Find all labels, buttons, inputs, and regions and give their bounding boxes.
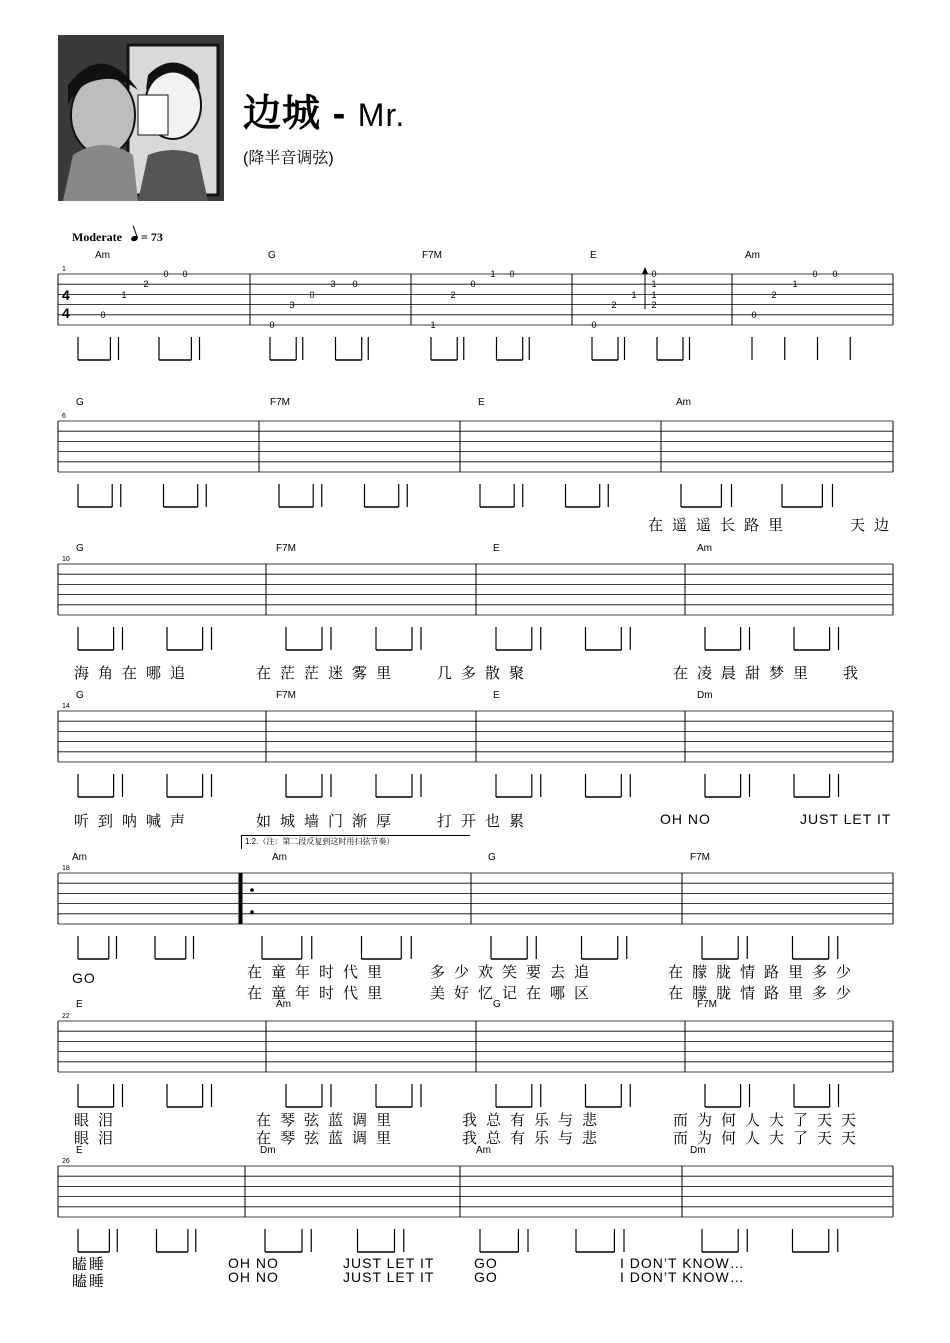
measure-number: 26 <box>62 1158 70 1165</box>
fret-number: 1 <box>490 269 496 279</box>
chord-name: F7M <box>697 999 717 1010</box>
repeat-dot <box>250 910 254 914</box>
lyric-line: 如城墙门渐厚 <box>256 813 401 830</box>
measure-number: 10 <box>62 556 70 563</box>
strum-arrow-head <box>642 267 648 274</box>
chord-name: G <box>76 690 84 701</box>
fret-number: 2 <box>611 300 617 310</box>
chord-name: G <box>488 852 496 863</box>
chord-name: Am <box>745 250 760 261</box>
fret-number: 0 <box>269 320 275 330</box>
lyric-line: JUST LET IT <box>800 811 892 827</box>
chord-name: Dm <box>697 690 713 701</box>
chord-name: Am <box>72 852 87 863</box>
fret-number: 0 <box>651 269 657 279</box>
lyric-line: 听到呐喊声 <box>74 813 195 830</box>
lyric-line: 而为何人大了天天 <box>673 1112 866 1129</box>
lyric-line: 在朦胧情路里多少 <box>668 985 861 1002</box>
measure-number: 18 <box>62 865 70 872</box>
volta-label: 1.2.（注：第二段反复到这时用扫弦节奏） <box>245 837 395 846</box>
lyric-line: 几多散聚 <box>437 665 534 682</box>
fret-number: 0 <box>182 269 188 279</box>
fret-number: 0 <box>591 320 597 330</box>
fret-number: 0 <box>163 269 169 279</box>
lyric-line: 美好忆记在哪区 <box>430 985 599 1002</box>
lyric-line: GO <box>474 1255 498 1271</box>
lyric-line: GO <box>474 1269 498 1285</box>
chord-name: F7M <box>270 397 290 408</box>
lyric-line: 而为何人大了天天 <box>673 1130 866 1147</box>
lyric-line: 我 <box>843 665 868 682</box>
chord-name: F7M <box>690 852 710 863</box>
lyric-line: I DON’T KNOW… <box>620 1269 745 1285</box>
lyric-line: 多少欢笑要去追 <box>430 964 599 981</box>
song-name: 边城 <box>243 93 322 135</box>
repeat-dot <box>250 888 254 892</box>
fret-number: 0 <box>751 310 757 320</box>
fret-number: 0 <box>509 269 515 279</box>
lyric-line: 瞌睡 <box>72 1273 107 1290</box>
chord-name: Am <box>276 999 291 1010</box>
lyric-line: OH NO <box>660 811 711 827</box>
tempo-label: Moderate <box>72 230 122 244</box>
chord-name: E <box>493 690 500 701</box>
tempo-value: = 73 <box>140 230 163 244</box>
fret-number: 0 <box>832 269 838 279</box>
fret-number: 2 <box>651 300 657 310</box>
chord-name: G <box>493 999 501 1010</box>
chord-name: Dm <box>690 1145 706 1156</box>
lyric-line: 眼泪 <box>74 1112 123 1129</box>
fret-number: 1 <box>430 320 436 330</box>
chord-name: F7M <box>276 690 296 701</box>
fret-number: 2 <box>450 290 456 300</box>
lyric-line: OH NO <box>228 1255 279 1271</box>
measure-number: 22 <box>62 1013 70 1020</box>
chord-name: E <box>76 999 83 1010</box>
fret-number: 0 <box>309 290 315 300</box>
chord-name: E <box>76 1145 83 1156</box>
lyric-line: 在遥遥长路里 <box>648 517 793 534</box>
fret-number: 0 <box>352 279 358 289</box>
time-signature-top: 4 <box>62 287 70 303</box>
lyric-line: 天边 <box>850 517 899 534</box>
chord-name: F7M <box>276 543 296 554</box>
chord-name: E <box>478 397 485 408</box>
lyric-line: GO <box>72 970 96 986</box>
fret-number: 3 <box>330 279 336 289</box>
measure-number: 1 <box>62 266 66 273</box>
fret-number: 3 <box>289 300 295 310</box>
fret-number: 0 <box>812 269 818 279</box>
chord-name: G <box>268 250 276 261</box>
fret-number: 2 <box>771 290 777 300</box>
lyric-line: JUST LET IT <box>343 1255 435 1271</box>
chord-name: Am <box>476 1145 491 1156</box>
artist-name: Mr. <box>357 97 406 133</box>
lyric-line: 瞌睡 <box>72 1256 107 1273</box>
chord-name: Am <box>676 397 691 408</box>
chord-name: E <box>493 543 500 554</box>
chord-name: Dm <box>260 1145 276 1156</box>
chord-name: F7M <box>422 250 442 261</box>
lyric-line: 我总有乐与悲 <box>462 1112 607 1129</box>
fret-number: 1 <box>121 290 127 300</box>
lyric-line: 在琴弦蓝调里 <box>256 1130 401 1147</box>
chord-name: E <box>590 250 597 261</box>
lyric-line: 在凌晨甜梦里 <box>673 665 818 682</box>
lyric-line: 眼泪 <box>74 1130 123 1147</box>
tuning-note: (降半音调弦) <box>243 150 334 167</box>
lyric-line: 在琴弦蓝调里 <box>256 1112 401 1129</box>
lyric-line: 在童年时代里 <box>247 964 392 981</box>
time-signature-bottom: 4 <box>62 305 70 321</box>
measure-number: 6 <box>62 413 66 420</box>
lyric-line: 在童年时代里 <box>247 985 392 1002</box>
chord-name: Am <box>95 250 110 261</box>
lyric-line: JUST LET IT <box>343 1269 435 1285</box>
title-separator: - <box>321 93 358 135</box>
lyric-line: 我总有乐与悲 <box>462 1130 607 1147</box>
chord-name: G <box>76 397 84 408</box>
chord-name: G <box>76 543 84 554</box>
measure-number: 14 <box>62 703 70 710</box>
lyric-line: I DON’T KNOW… <box>620 1255 745 1271</box>
fret-number: 0 <box>100 310 106 320</box>
chord-name: Am <box>697 543 712 554</box>
lyric-line: 打开也累 <box>437 813 534 830</box>
lyric-line: OH NO <box>228 1269 279 1285</box>
fret-number: 1 <box>631 290 637 300</box>
lyric-line: 海角在哪追 <box>74 665 195 682</box>
fret-number: 0 <box>470 279 476 289</box>
chord-name: Am <box>272 852 287 863</box>
fret-number: 1 <box>651 279 657 289</box>
fret-number: 2 <box>143 279 149 289</box>
fret-number: 1 <box>651 290 657 300</box>
lyric-line: 在茫茫迷雾里 <box>256 665 401 682</box>
lyric-line: 在朦胧情路里多少 <box>668 964 861 981</box>
fret-number: 1 <box>792 279 798 289</box>
